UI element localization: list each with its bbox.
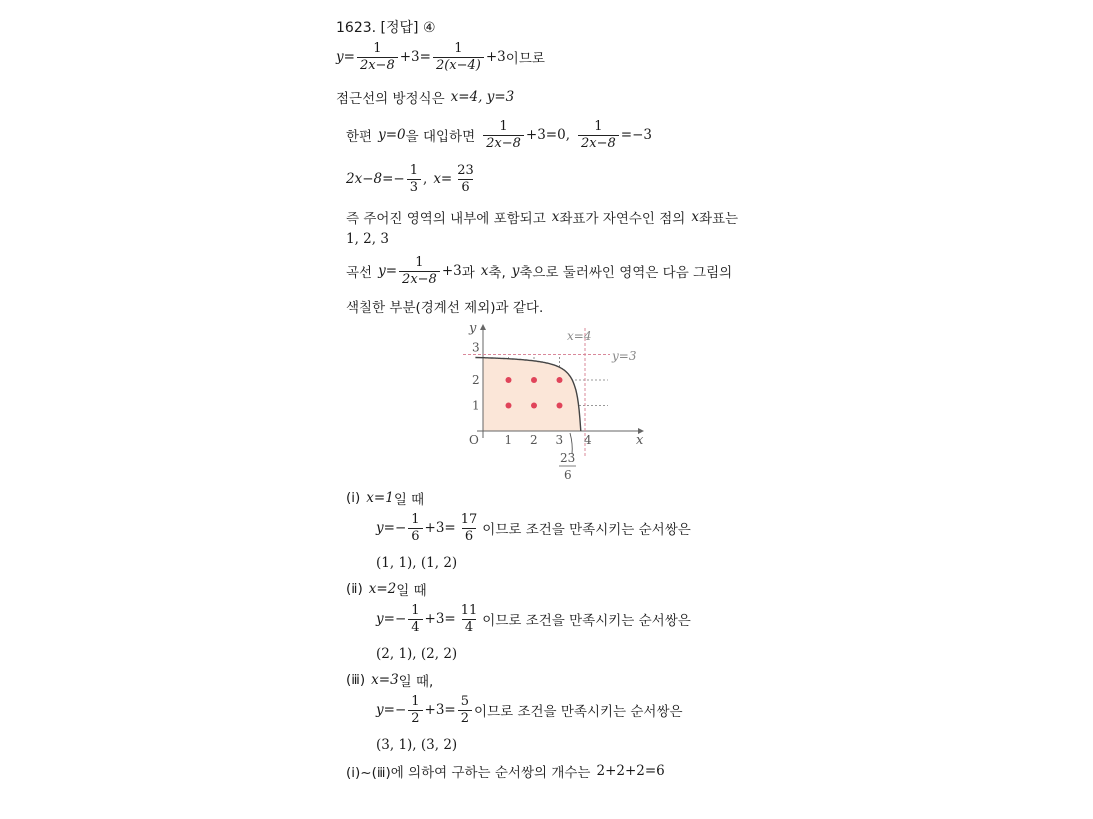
case-pairs: (2, 1), (2, 2) bbox=[376, 646, 458, 662]
region-math: y= bbox=[378, 263, 398, 280]
asymptote-line bbox=[336, 87, 514, 107]
comma: , bbox=[423, 171, 428, 188]
case-label: (ⅲ) bbox=[346, 672, 366, 688]
y-tick-label: 1 bbox=[472, 398, 480, 413]
y-tick-label: 3 bbox=[472, 340, 480, 355]
region-text: 축, bbox=[488, 265, 506, 282]
lattice-point bbox=[557, 403, 563, 409]
lattice-point bbox=[531, 403, 537, 409]
region-text: 곡선 bbox=[346, 265, 373, 282]
lattice-point bbox=[531, 377, 537, 383]
fraction: $\frac{1}{2x-8}$ bbox=[357, 42, 398, 72]
conclusion-text: (ⅰ)~(ⅲ)에 의하여 구하는 순서쌍의 개수는 bbox=[346, 765, 591, 781]
y-axis-label: y bbox=[469, 321, 477, 336]
root-numerator: 23 bbox=[560, 451, 576, 465]
asymptote-y-label: y=3 bbox=[612, 349, 637, 363]
asymptote-x-label: x=4 bbox=[567, 329, 592, 343]
region-line bbox=[346, 256, 732, 286]
case-equation bbox=[376, 604, 691, 634]
lattice-point bbox=[506, 377, 512, 383]
case-heading bbox=[346, 579, 427, 599]
case-equation bbox=[376, 695, 683, 725]
y-axis-arrow bbox=[480, 324, 486, 330]
sub-math: y=0 bbox=[378, 127, 406, 144]
natural-points-line bbox=[346, 207, 738, 227]
x-tick-label: 1 bbox=[504, 433, 513, 447]
region-x: x bbox=[480, 263, 489, 280]
fraction: $\frac{1}{4}$ bbox=[408, 604, 422, 634]
x-tick-label: 2 bbox=[530, 433, 538, 447]
origin-label: O bbox=[469, 433, 479, 447]
case-text: 일 때 bbox=[393, 492, 425, 508]
case-text: 이므로 조건을 만족시키는 순서쌍은 bbox=[482, 522, 691, 539]
natural-values: 1, 2, 3 bbox=[346, 231, 389, 247]
lattice-point bbox=[506, 403, 512, 409]
region-graph bbox=[455, 318, 655, 483]
root-denominator: 6 bbox=[564, 468, 572, 482]
region-y: y bbox=[511, 263, 520, 280]
region-text: 축으로 둘러싸인 영역은 다음 그림의 bbox=[519, 265, 733, 282]
case-equation bbox=[376, 513, 691, 543]
fraction: $\frac{17}{6}$ bbox=[460, 512, 478, 544]
case-heading bbox=[346, 670, 433, 690]
problem-header: 1623. [정답] ④ bbox=[336, 20, 436, 36]
x-tick-label: 3 bbox=[555, 433, 564, 447]
fraction: $\frac{1}{2x-8}$ bbox=[578, 120, 619, 150]
sub-text: 을 대입하면 bbox=[405, 129, 476, 146]
eq1-tail: +3 bbox=[485, 49, 506, 66]
case-heading bbox=[346, 488, 424, 508]
region-text: 과 bbox=[461, 265, 475, 282]
case-mid: +3= bbox=[424, 520, 456, 537]
case-pairs: (1, 1), (1, 2) bbox=[376, 555, 458, 571]
case-condition: x=1 bbox=[366, 490, 394, 506]
case-condition: x=2 bbox=[368, 581, 397, 597]
fraction: $\frac{1}{2x-8}$ bbox=[399, 256, 440, 286]
conclusion-math: 2+2+2=6 bbox=[596, 763, 665, 779]
case-eq: y=− bbox=[376, 520, 407, 537]
case-text: 일 때 bbox=[396, 583, 427, 599]
sub-math: =−3 bbox=[620, 127, 652, 144]
eq1-lhs: y= bbox=[336, 49, 355, 66]
case-text: 일 때, bbox=[398, 674, 434, 690]
nat-text: 즉 주어진 영역의 내부에 포함되고 bbox=[346, 211, 546, 227]
nat-text: 좌표가 자연수인 점의 bbox=[559, 211, 686, 227]
case-condition: x=3 bbox=[371, 672, 399, 688]
nat-x: x bbox=[691, 209, 699, 225]
nat-x: x bbox=[551, 209, 560, 225]
substitution-line bbox=[346, 120, 652, 150]
fraction: $\frac{1}{2(x-4)}$ bbox=[433, 42, 484, 72]
case-text: 이므로 조건을 만족시키는 순서쌍은 bbox=[474, 704, 683, 721]
equation-1 bbox=[336, 42, 545, 72]
x-tick-label: 4 bbox=[584, 433, 592, 447]
fraction: $\frac{1}{3}$ bbox=[407, 164, 421, 194]
case-label: (ⅱ) bbox=[346, 581, 363, 597]
eq1-mid: +3= bbox=[399, 49, 431, 66]
fraction: $\frac{1}{2}$ bbox=[408, 695, 422, 725]
sub-text: 한편 bbox=[346, 129, 373, 146]
conclusion-line bbox=[346, 761, 665, 781]
case-mid: +3= bbox=[424, 611, 456, 628]
solve-x: x= bbox=[433, 171, 453, 188]
region-math: +3 bbox=[441, 263, 462, 280]
asymptote-text: 점근선의 방정식은 bbox=[336, 91, 445, 107]
asymptote-math: x=4, y=3 bbox=[450, 89, 515, 105]
sub-math: +3=0, bbox=[525, 127, 570, 144]
x-axis-label: x bbox=[636, 433, 644, 448]
solve-line bbox=[346, 164, 479, 194]
fraction: $\frac{5}{2}$ bbox=[458, 695, 472, 725]
y-tick-label: 2 bbox=[472, 373, 480, 387]
fraction: $\frac{1}{2x-8}$ bbox=[483, 120, 524, 150]
case-label: (ⅰ) bbox=[346, 490, 361, 506]
case-text: 이므로 조건을 만족시키는 순서쌍은 bbox=[482, 613, 691, 630]
fraction: $\frac{1}{6}$ bbox=[408, 513, 422, 543]
region-line-2: 색칠한 부분(경계선 제외)과 같다. bbox=[346, 300, 544, 316]
nat-text: 좌표는 bbox=[698, 211, 739, 227]
shaded-region bbox=[483, 358, 581, 431]
solve-lhs: 2x−8=− bbox=[346, 171, 405, 188]
case-pairs: (3, 1), (3, 2) bbox=[376, 737, 458, 753]
case-mid: +3= bbox=[424, 702, 456, 719]
fraction: $\frac{23}{6}$ bbox=[457, 163, 474, 195]
case-eq: y=− bbox=[376, 702, 407, 719]
case-eq: y=− bbox=[376, 611, 407, 628]
eq1-text: 이므로 bbox=[505, 51, 545, 68]
fraction: $\frac{11}{4}$ bbox=[460, 603, 478, 635]
lattice-point bbox=[557, 377, 563, 383]
